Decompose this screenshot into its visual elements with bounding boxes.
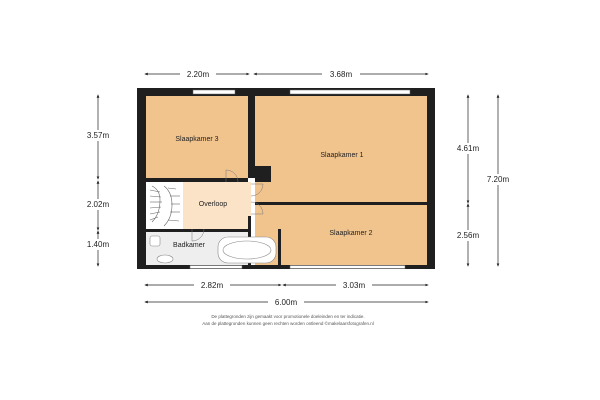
room-label-slaapkamer-3: Slaapkamer 3 (175, 136, 219, 143)
wall-v-mid-upper (248, 88, 255, 178)
window-sk2 (290, 266, 405, 269)
room-label-badkamer: Badkamer (173, 242, 205, 249)
disclaimer-line-2: Aan de plattegronden kunnen geen rechten worden ontleend ©makelaarsfotografen.nl (202, 321, 374, 326)
dim-left-2: 2.02m (86, 200, 110, 209)
room-label-overloop: Overloop (198, 201, 228, 208)
dim-left-1: 3.57m (86, 131, 110, 140)
dim-bottom-right: 3.03m (342, 281, 366, 290)
dim-bottom-left: 2.82m (200, 281, 224, 290)
wall-outer-right (427, 88, 435, 269)
window-sk3 (193, 90, 235, 94)
wall-h-right (255, 202, 427, 205)
window-sk1 (290, 90, 410, 94)
room-label-slaapkamer-1: Slaapkamer 1 (320, 152, 364, 159)
dim-top-right: 3.68m (329, 70, 353, 79)
dim-top-left: 2.20m (186, 70, 210, 79)
sink (150, 236, 160, 246)
chimney-block (255, 166, 271, 182)
wall-h-left (146, 178, 248, 182)
wall-outer-left (137, 88, 146, 269)
stairs-area (146, 182, 183, 229)
toilet (157, 255, 173, 263)
dim-right-2: 2.56m (456, 231, 480, 240)
room-label-slaapkamer-2: Slaapkamer 2 (329, 230, 373, 237)
window-bath (190, 266, 242, 269)
bathtub-inner (223, 241, 271, 259)
slaapkamer-1-floor (255, 96, 427, 202)
dim-right-1: 4.61m (456, 144, 480, 153)
wall-v-bath (278, 229, 281, 269)
dim-bottom-total: 6.00m (274, 298, 298, 307)
disclaimer-line-1: De plattegronden zijn gemaakt voor promotionele doeleinden en ter indicatie. (211, 314, 365, 319)
dim-right-total: 7.20m (486, 175, 510, 184)
wall-h-bath (146, 229, 251, 232)
dim-left-3: 1.40m (86, 240, 110, 249)
